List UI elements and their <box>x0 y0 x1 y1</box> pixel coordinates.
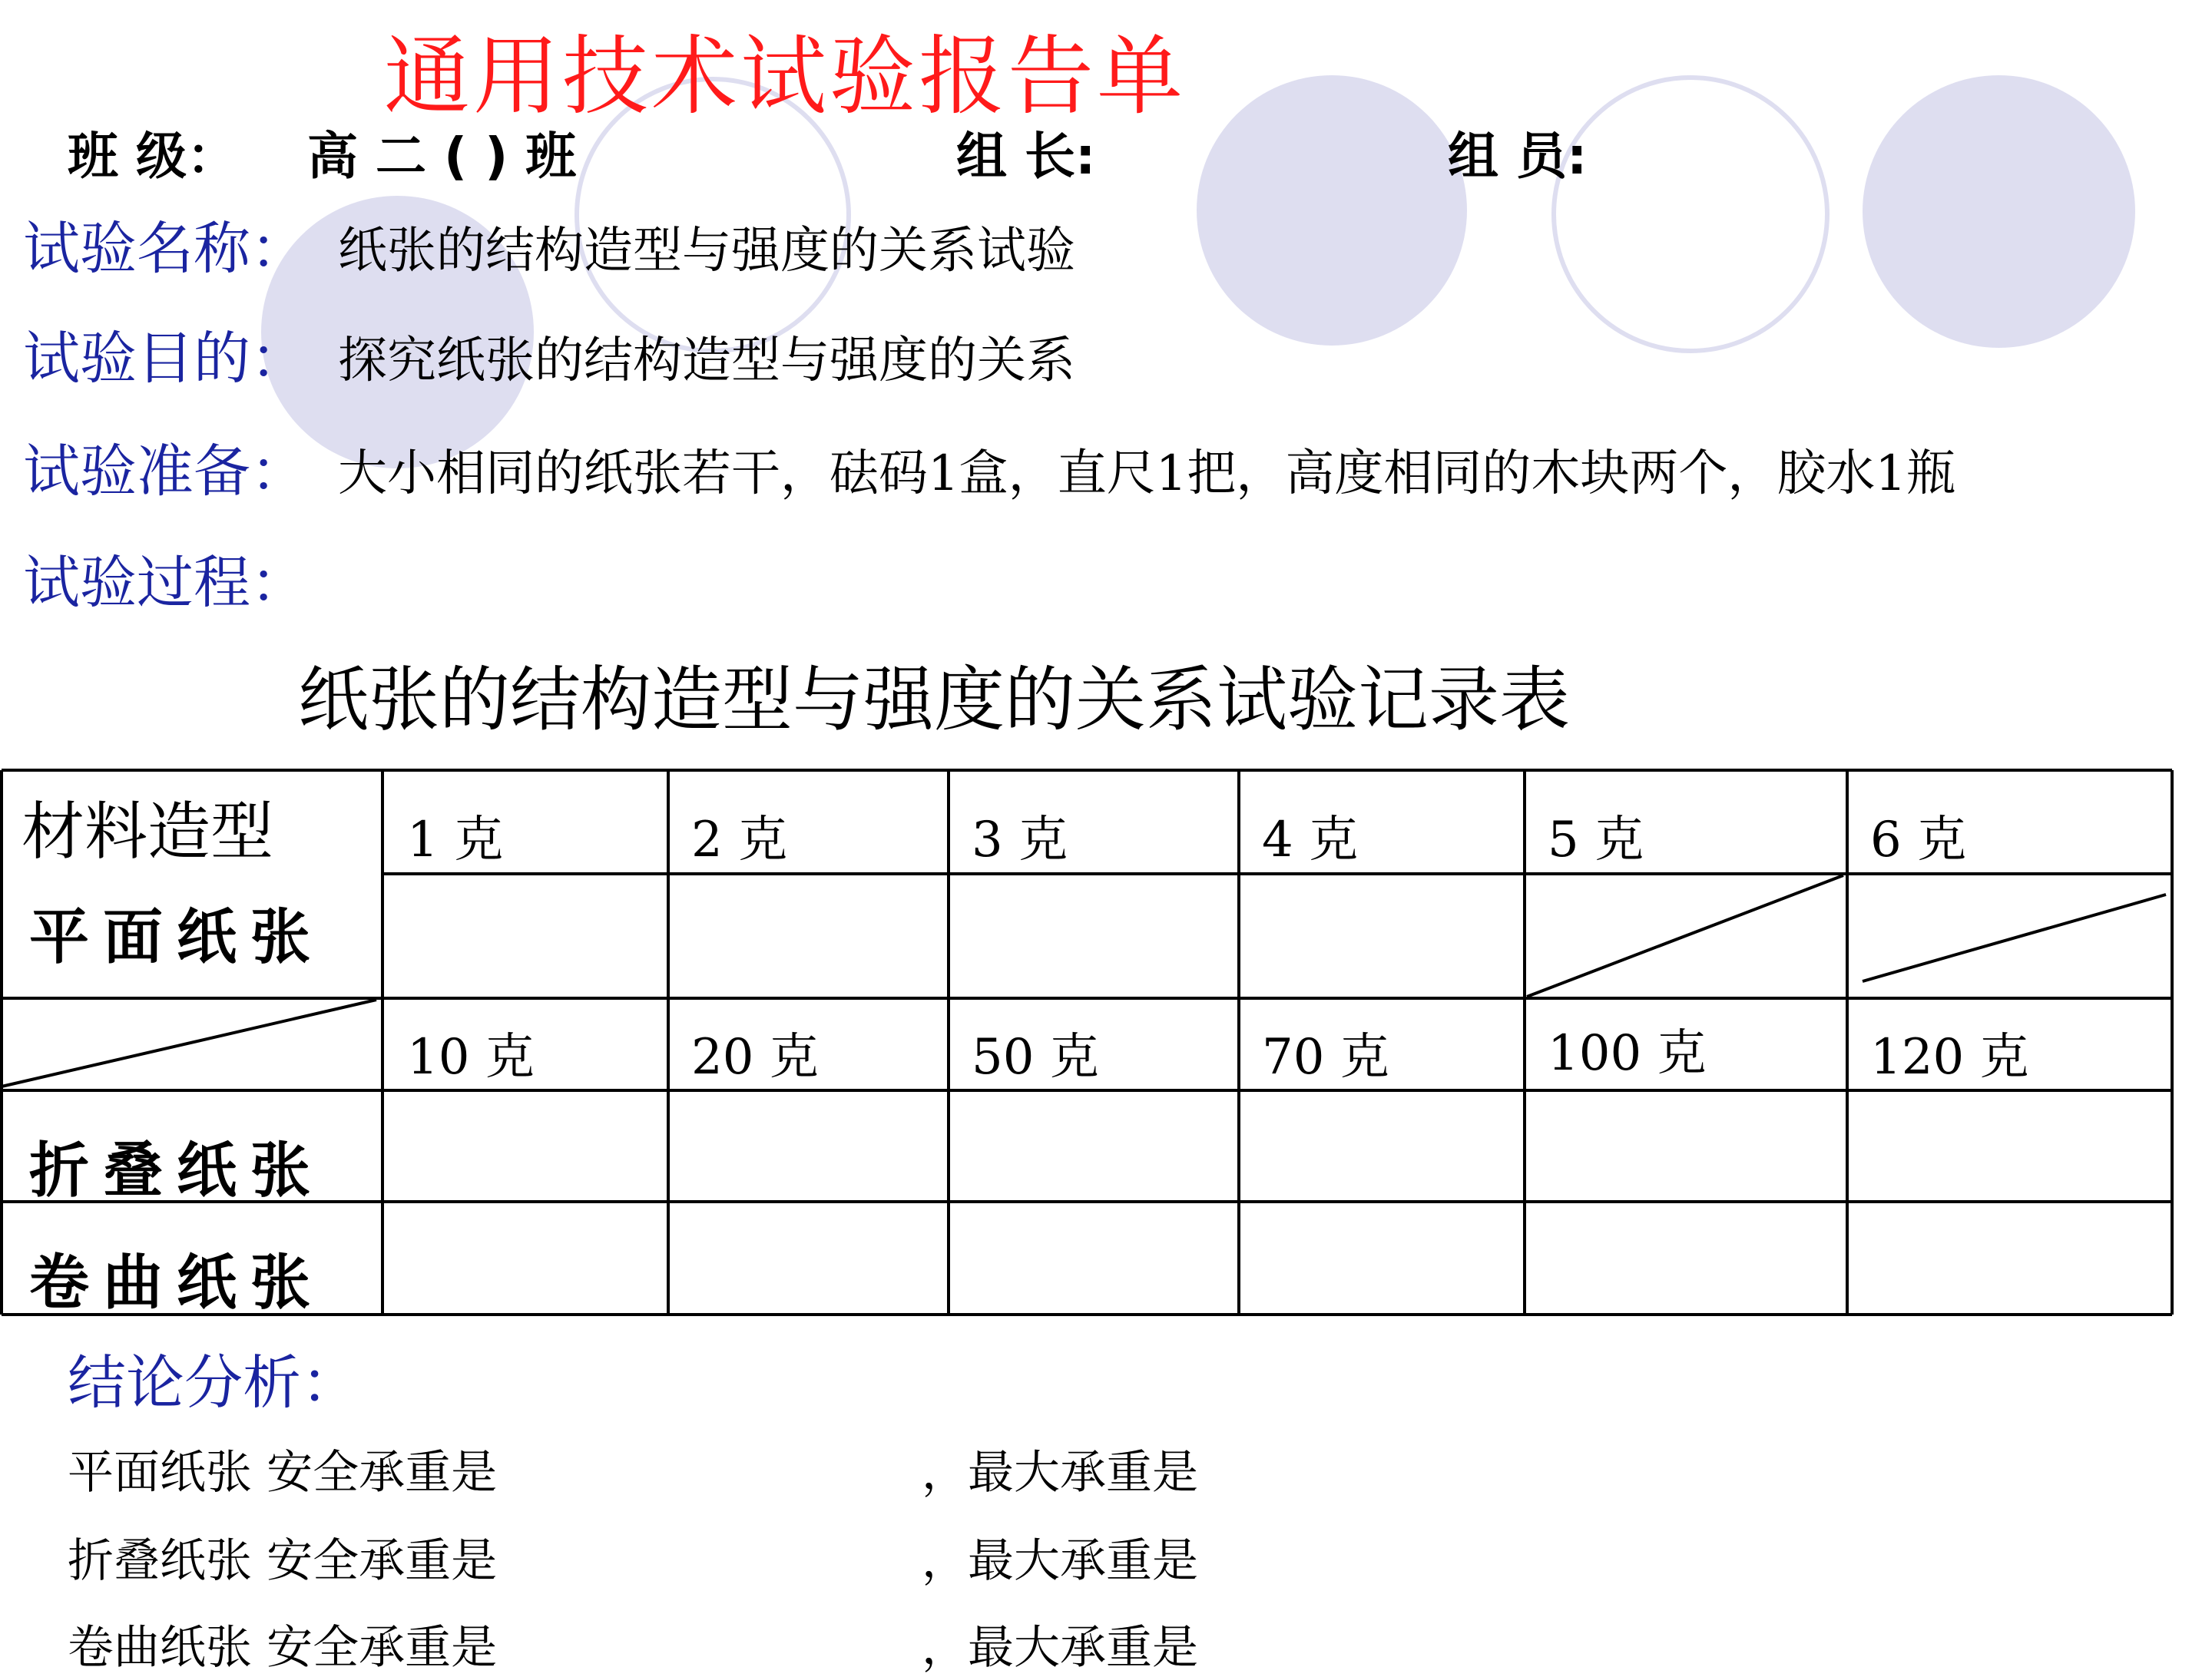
test-name-label: 试验名称： <box>23 216 307 282</box>
conclusion-line-3-left: 卷曲纸张 安全承重是 <box>68 1621 498 1675</box>
conclusion-line-2-right: ，最大承重是 <box>922 1534 1198 1588</box>
conclusion-line-1-right: ，最大承重是 <box>922 1446 1198 1500</box>
page-title: 通用技术试验报告单 <box>384 27 1186 127</box>
second-header-cell-5: 100 克 <box>1548 1025 1707 1082</box>
members-label: 组 员: <box>1448 127 1588 186</box>
test-process-label: 试验过程： <box>23 550 307 616</box>
test-name-value: 纸张的结构造型与强度的关系试验 <box>338 223 1075 280</box>
second-header-cell-6: 120 克 <box>1870 1029 2029 1086</box>
test-prep-value: 大小相同的纸张若干，砝码1盒，直尺1把，高度相同的木块两个，胶水1瓶 <box>338 445 1956 502</box>
conclusion-line-2-left: 折叠纸张 安全承重是 <box>68 1534 498 1588</box>
class-value: 高 二 ( ) 班 <box>307 127 577 186</box>
header-cell-4: 4 克 <box>1262 812 1359 868</box>
header-cell-3: 3 克 <box>972 812 1068 868</box>
table-title: 纸张的结构造型与强度的关系试验记录表 <box>298 659 1571 741</box>
conclusion-line-1-left: 平面纸张 安全承重是 <box>68 1446 498 1500</box>
header-cell-6: 6 克 <box>1870 812 1967 868</box>
test-purpose-value: 探究纸张的结构造型与强度的关系 <box>338 332 1075 389</box>
conclusion-label: 结论分析： <box>68 1348 359 1417</box>
row-label-folded: 折叠纸张 <box>29 1136 325 1206</box>
class-label: 班 级： <box>68 127 237 186</box>
header-cell-2: 2 克 <box>691 812 788 868</box>
second-header-cell-3: 50 克 <box>972 1029 1099 1086</box>
leader-label: 组 长: <box>956 127 1096 186</box>
row-label-curled: 卷曲纸张 <box>29 1248 325 1318</box>
conclusion-line-3-right: ，最大承重是 <box>922 1621 1198 1675</box>
test-prep-label: 试验准备： <box>23 438 307 504</box>
table-corner-label: 材料造型 <box>22 796 274 868</box>
second-header-cell-2: 20 克 <box>691 1029 819 1086</box>
second-header-cell-4: 70 克 <box>1262 1029 1389 1086</box>
second-header-cell-1: 10 克 <box>407 1029 535 1086</box>
test-purpose-label: 试验目的： <box>23 326 307 392</box>
header-cell-5: 5 克 <box>1548 812 1644 868</box>
header-cell-1: 1 克 <box>407 812 504 868</box>
row-label-flat: 平面纸张 <box>29 902 325 972</box>
